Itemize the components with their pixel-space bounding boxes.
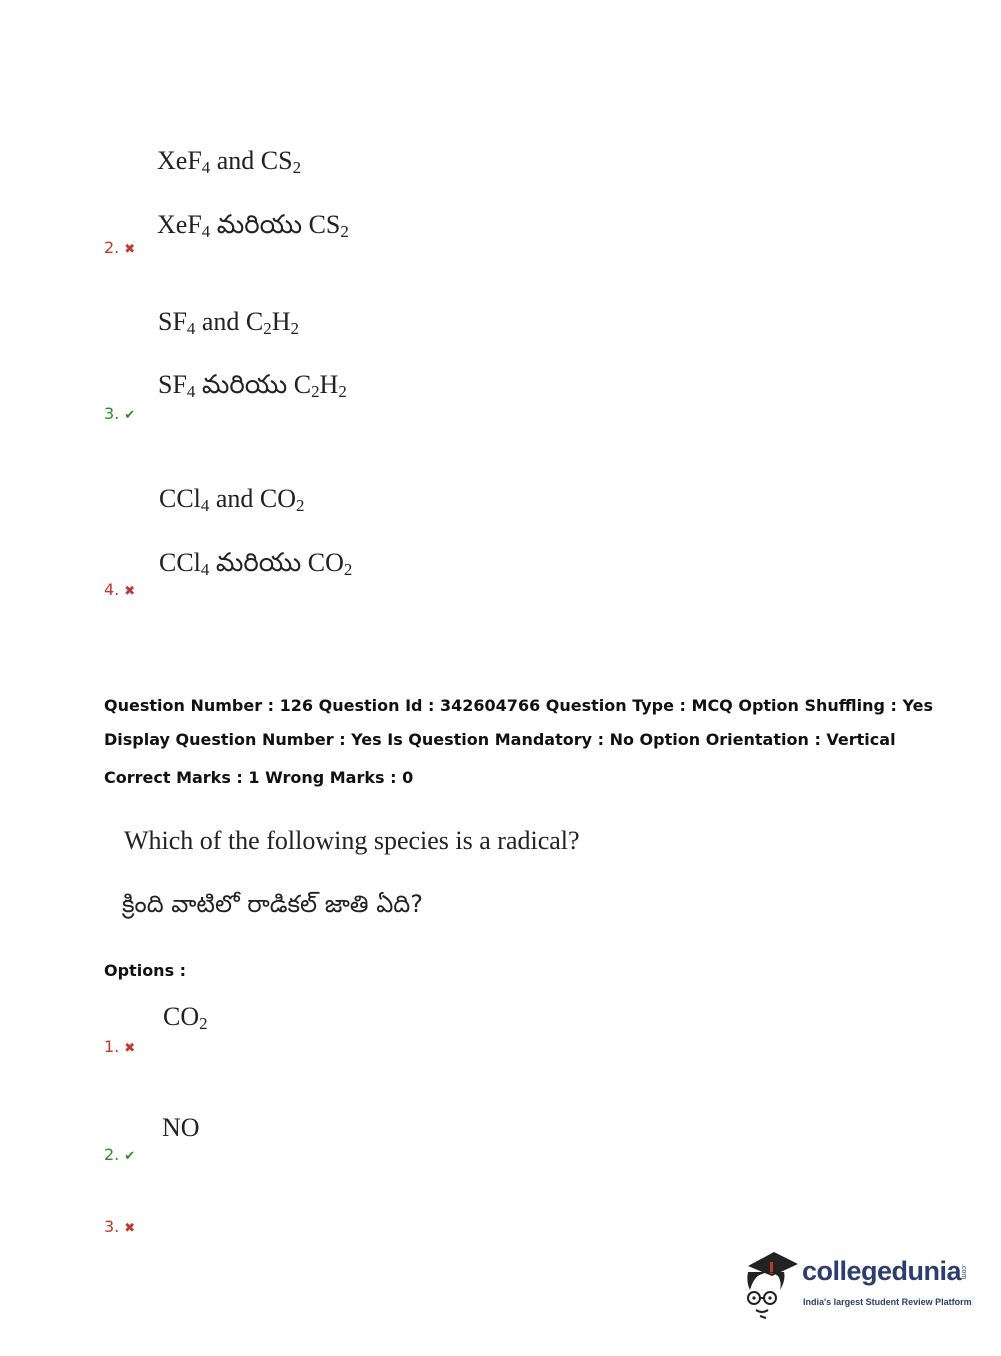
prev-option-3-english: $SF_4$ and $C_2H_2$ xyxy=(158,307,299,339)
question-text-telugu: క్రింది వాటిలో రాడికల్ జాతి ఏది? xyxy=(122,890,423,918)
cross-icon: ✖ xyxy=(124,1221,136,1236)
prev-option-3-telugu: $SF_4$ మరియు $C_2H_2$ xyxy=(158,370,347,402)
cross-icon: ✖ xyxy=(124,1041,136,1056)
logo-name: collegedunia xyxy=(802,1256,962,1286)
option-1-text: $CO_2$ xyxy=(163,1002,208,1034)
prev-option-4-label: 4. ✖ xyxy=(104,580,136,599)
logo-suffix: .com xyxy=(960,1264,967,1280)
logo-tagline: India's largest Student Review Platform xyxy=(803,1297,972,1307)
question-text-english: Which of the following species is a radical? xyxy=(124,826,580,855)
option-3-label: 3. ✖ xyxy=(104,1217,136,1236)
prev-option-4-english: CCl$_4$ and $CO_2$ xyxy=(159,484,305,516)
cross-icon: ✖ xyxy=(124,242,136,257)
question-meta-line-1: Question Number : 126 Question Id : 342604766 Question Type : MCQ Option Shuffling : Yes xyxy=(104,696,934,715)
prev-option-3-label: 3. ✔ xyxy=(104,404,136,423)
prev-option-2-telugu: XeF$_4$ మరియు $CS_2$ xyxy=(157,210,349,242)
check-icon: ✔ xyxy=(124,1149,136,1164)
question-meta-line-2: Display Question Number : Yes Is Question Mandatory : No Option Orientation : Vertical xyxy=(104,730,896,749)
option-2-label: 2. ✔ xyxy=(104,1145,136,1164)
question-meta-line-3: Correct Marks : 1 Wrong Marks : 0 xyxy=(104,768,414,787)
options-heading: Options : xyxy=(104,961,187,980)
prev-option-2-label: 2. ✖ xyxy=(104,238,136,257)
collegedunia-logo xyxy=(740,1250,970,1320)
option-2-text: NO xyxy=(162,1113,200,1142)
check-icon: ✔ xyxy=(124,408,136,423)
cross-icon: ✖ xyxy=(124,584,136,599)
prev-option-2-english: XeF$_4$ and $CS_2$ xyxy=(157,146,302,178)
prev-option-4-telugu: CCl$_4$ మరియు $CO_2$ xyxy=(159,548,353,580)
mascot-icon xyxy=(740,1250,800,1320)
option-1-label: 1. ✖ xyxy=(104,1037,136,1056)
